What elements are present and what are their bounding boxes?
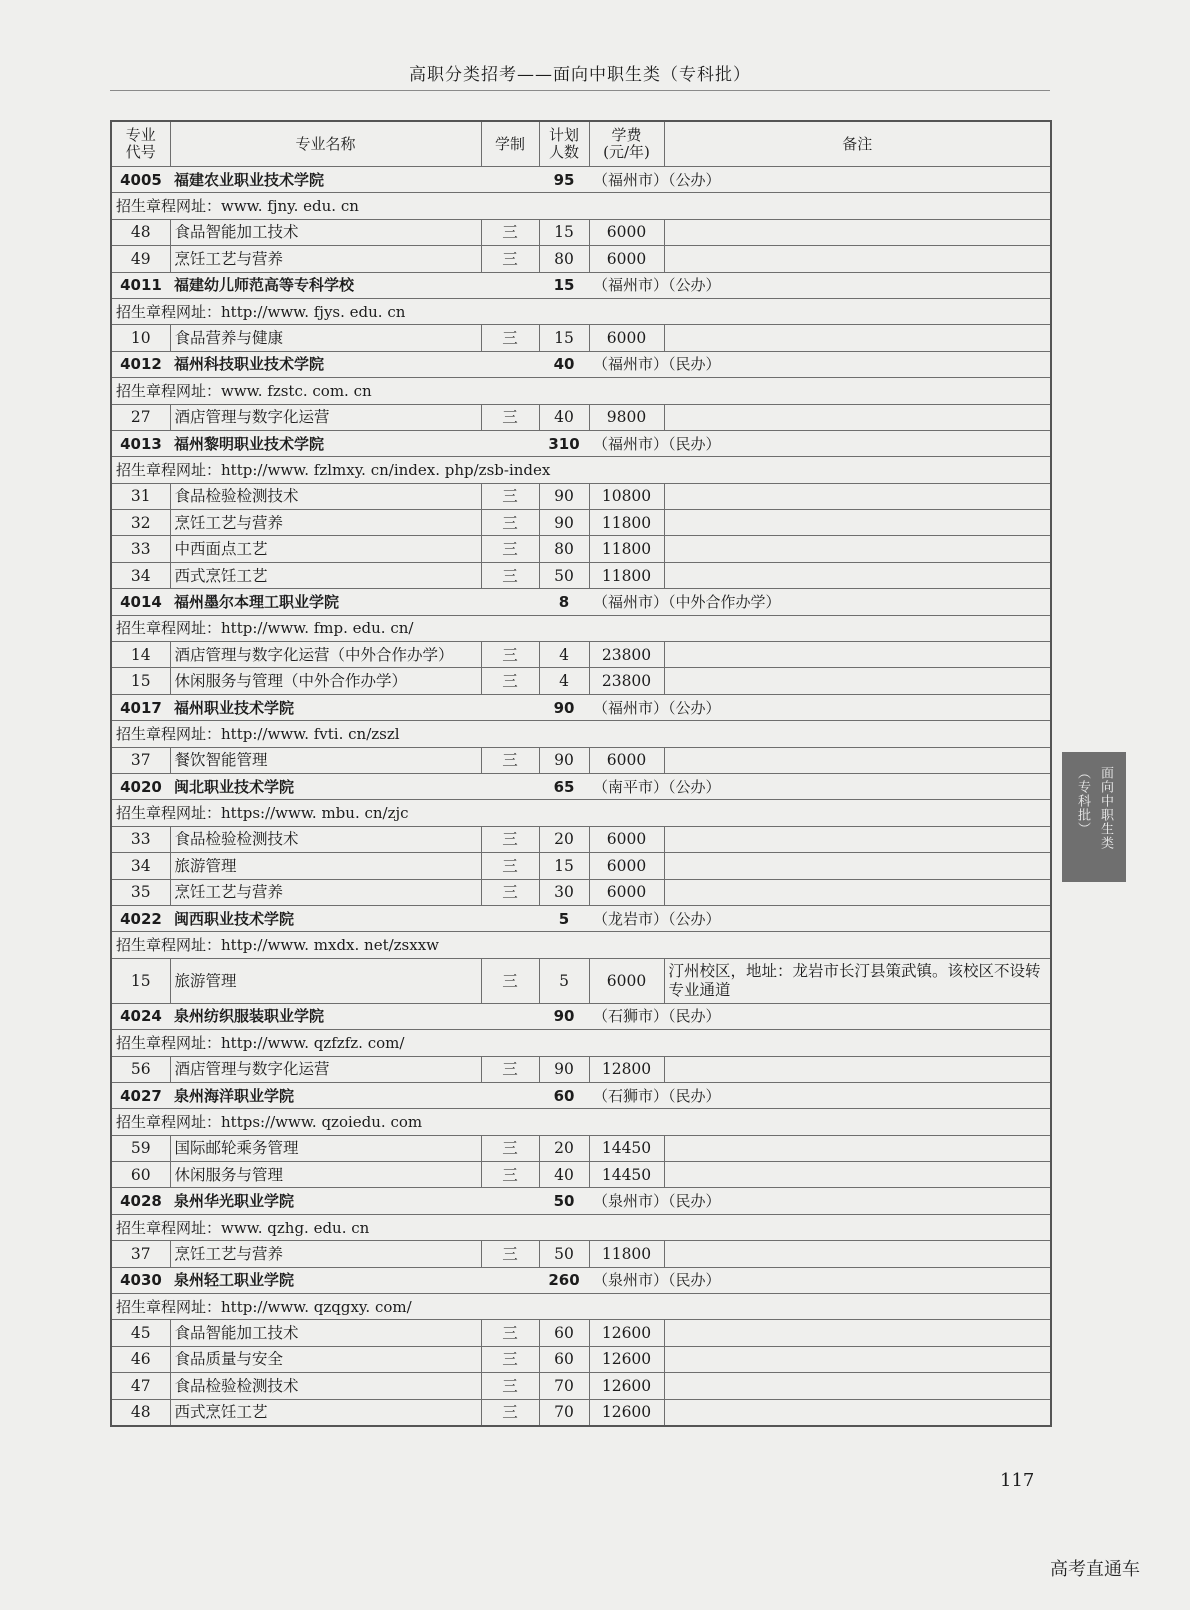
major-duration: 三 bbox=[481, 246, 539, 272]
major-fee: 11800 bbox=[589, 1241, 664, 1267]
major-name: 食品营养与健康 bbox=[170, 325, 481, 351]
institution-url-row bbox=[111, 932, 1051, 958]
table-row bbox=[111, 1373, 1051, 1399]
major-fee: 6000 bbox=[589, 246, 664, 272]
major-note bbox=[664, 853, 1051, 879]
major-fee: 6000 bbox=[589, 219, 664, 245]
institution-name: 福州职业技术学院 bbox=[170, 694, 539, 720]
major-plan: 90 bbox=[539, 483, 589, 509]
institution-name: 泉州纺织服装职业学院 bbox=[170, 1003, 539, 1029]
institution-name: 福建农业职业技术学院 bbox=[170, 167, 539, 193]
major-code: 14 bbox=[111, 642, 170, 668]
table-row bbox=[111, 483, 1051, 509]
table-row bbox=[111, 668, 1051, 694]
major-name: 西式烹饪工艺 bbox=[170, 562, 481, 588]
institution-info: （福州市）（中外合作办学） bbox=[589, 589, 1051, 615]
page-number: 117 bbox=[1000, 1470, 1035, 1491]
major-fee: 9800 bbox=[589, 404, 664, 430]
side-tab bbox=[1062, 752, 1126, 882]
header-duration: 学制 bbox=[481, 121, 539, 167]
institution-url-row bbox=[111, 615, 1051, 641]
table-row bbox=[111, 1241, 1051, 1267]
major-duration: 三 bbox=[481, 853, 539, 879]
major-name: 国际邮轮乘务管理 bbox=[170, 1135, 481, 1161]
table-row bbox=[111, 536, 1051, 562]
institution-plan: 260 bbox=[539, 1267, 589, 1293]
institution-code: 4005 bbox=[111, 167, 170, 193]
major-code: 47 bbox=[111, 1373, 170, 1399]
major-fee: 11800 bbox=[589, 510, 664, 536]
institution-url-row bbox=[111, 298, 1051, 324]
major-note bbox=[664, 668, 1051, 694]
institution-plan: 310 bbox=[539, 430, 589, 456]
institution-name: 闽西职业技术学院 bbox=[170, 905, 539, 931]
table-row bbox=[111, 246, 1051, 272]
major-duration: 三 bbox=[481, 668, 539, 694]
major-plan: 50 bbox=[539, 1241, 589, 1267]
major-name: 餐饮智能管理 bbox=[170, 747, 481, 773]
major-name: 烹饪工艺与营养 bbox=[170, 246, 481, 272]
major-name: 食品智能加工技术 bbox=[170, 1320, 481, 1346]
institution-row bbox=[111, 694, 1051, 720]
major-name: 中西面点工艺 bbox=[170, 536, 481, 562]
institution-name: 福州黎明职业技术学院 bbox=[170, 430, 539, 456]
major-name: 食品检验检测技术 bbox=[170, 483, 481, 509]
table-row bbox=[111, 562, 1051, 588]
major-plan: 5 bbox=[539, 958, 589, 1003]
major-duration: 三 bbox=[481, 483, 539, 509]
major-plan: 15 bbox=[539, 325, 589, 351]
institution-url-row bbox=[111, 1030, 1051, 1056]
major-fee: 14450 bbox=[589, 1162, 664, 1188]
major-name: 旅游管理 bbox=[170, 853, 481, 879]
major-plan: 50 bbox=[539, 562, 589, 588]
major-fee: 23800 bbox=[589, 642, 664, 668]
major-name: 酒店管理与数字化运营 bbox=[170, 404, 481, 430]
major-plan: 90 bbox=[539, 510, 589, 536]
major-duration: 三 bbox=[481, 1162, 539, 1188]
major-name: 食品检验检测技术 bbox=[170, 826, 481, 852]
institution-info: （福州市）（公办） bbox=[589, 694, 1051, 720]
major-plan: 20 bbox=[539, 826, 589, 852]
institution-url-row bbox=[111, 721, 1051, 747]
major-note bbox=[664, 879, 1051, 905]
institution-info: （福州市）（公办） bbox=[589, 272, 1051, 298]
major-name: 食品智能加工技术 bbox=[170, 219, 481, 245]
institution-info: （石狮市）（民办） bbox=[589, 1082, 1051, 1108]
major-duration: 三 bbox=[481, 404, 539, 430]
major-duration: 三 bbox=[481, 747, 539, 773]
major-duration: 三 bbox=[481, 219, 539, 245]
major-plan: 15 bbox=[539, 219, 589, 245]
header-fee: 学费 (元/年) bbox=[589, 121, 664, 167]
major-fee: 6000 bbox=[589, 826, 664, 852]
major-note bbox=[664, 219, 1051, 245]
major-plan: 60 bbox=[539, 1320, 589, 1346]
institution-plan: 90 bbox=[539, 694, 589, 720]
major-fee: 10800 bbox=[589, 483, 664, 509]
major-duration: 三 bbox=[481, 1346, 539, 1372]
institution-row bbox=[111, 167, 1051, 193]
institution-code: 4028 bbox=[111, 1188, 170, 1214]
major-plan: 20 bbox=[539, 1135, 589, 1161]
institution-name: 福州墨尔本理工职业学院 bbox=[170, 589, 539, 615]
table-row bbox=[111, 1320, 1051, 1346]
table-row bbox=[111, 958, 1051, 1003]
table-row bbox=[111, 1135, 1051, 1161]
major-plan: 70 bbox=[539, 1373, 589, 1399]
major-code: 10 bbox=[111, 325, 170, 351]
institution-info: （福州市）（民办） bbox=[589, 430, 1051, 456]
major-fee: 12600 bbox=[589, 1346, 664, 1372]
institution-plan: 60 bbox=[539, 1082, 589, 1108]
institution-plan: 65 bbox=[539, 773, 589, 799]
major-name: 烹饪工艺与营养 bbox=[170, 510, 481, 536]
institution-plan: 40 bbox=[539, 351, 589, 377]
major-note bbox=[664, 562, 1051, 588]
watermark: 高考直通车 bbox=[1050, 1559, 1140, 1580]
major-fee: 6000 bbox=[589, 879, 664, 905]
institution-row bbox=[111, 1003, 1051, 1029]
table-row bbox=[111, 642, 1051, 668]
institution-plan: 50 bbox=[539, 1188, 589, 1214]
major-plan: 15 bbox=[539, 853, 589, 879]
major-code: 46 bbox=[111, 1346, 170, 1372]
institution-code: 4030 bbox=[111, 1267, 170, 1293]
institution-plan: 95 bbox=[539, 167, 589, 193]
institution-info: （福州市）（民办） bbox=[589, 351, 1051, 377]
major-plan: 30 bbox=[539, 879, 589, 905]
major-code: 37 bbox=[111, 747, 170, 773]
major-code: 32 bbox=[111, 510, 170, 536]
institution-row bbox=[111, 773, 1051, 799]
institution-url: 招生章程网址：http://www. fzlmxy. cn/index. php/zsb-index bbox=[111, 457, 1051, 483]
institution-code: 4027 bbox=[111, 1082, 170, 1108]
major-note bbox=[664, 325, 1051, 351]
major-fee: 11800 bbox=[589, 562, 664, 588]
institution-name: 福建幼儿师范高等专科学校 bbox=[170, 272, 539, 298]
table-row bbox=[111, 1346, 1051, 1372]
major-note bbox=[664, 1320, 1051, 1346]
major-code: 33 bbox=[111, 536, 170, 562]
table-row bbox=[111, 1056, 1051, 1082]
institution-plan: 90 bbox=[539, 1003, 589, 1029]
major-fee: 12800 bbox=[589, 1056, 664, 1082]
major-note bbox=[664, 1162, 1051, 1188]
major-code: 48 bbox=[111, 1399, 170, 1426]
institution-row bbox=[111, 905, 1051, 931]
institution-url: 招生章程网址：www. fzstc. com. cn bbox=[111, 378, 1051, 404]
table-header-row bbox=[111, 121, 1051, 167]
institution-row bbox=[111, 1188, 1051, 1214]
institution-url-row bbox=[111, 1109, 1051, 1135]
major-code: 60 bbox=[111, 1162, 170, 1188]
major-name: 休闲服务与管理 bbox=[170, 1162, 481, 1188]
institution-row bbox=[111, 1267, 1051, 1293]
major-plan: 90 bbox=[539, 1056, 589, 1082]
major-note bbox=[664, 483, 1051, 509]
institution-info: （泉州市）（民办） bbox=[589, 1267, 1051, 1293]
institution-url-row bbox=[111, 1214, 1051, 1240]
major-name: 西式烹饪工艺 bbox=[170, 1399, 481, 1426]
institution-name: 泉州轻工职业学院 bbox=[170, 1267, 539, 1293]
institution-row bbox=[111, 430, 1051, 456]
major-duration: 三 bbox=[481, 325, 539, 351]
major-note bbox=[664, 1056, 1051, 1082]
institution-code: 4022 bbox=[111, 905, 170, 931]
major-duration: 三 bbox=[481, 536, 539, 562]
table-row bbox=[111, 510, 1051, 536]
institution-plan: 5 bbox=[539, 905, 589, 931]
institution-code: 4013 bbox=[111, 430, 170, 456]
major-name: 食品质量与安全 bbox=[170, 1346, 481, 1372]
table-row bbox=[111, 879, 1051, 905]
major-plan: 4 bbox=[539, 668, 589, 694]
major-fee: 12600 bbox=[589, 1373, 664, 1399]
page-header: 高职分类招考——面向中职生类（专科批） bbox=[110, 62, 1050, 91]
major-fee: 14450 bbox=[589, 1135, 664, 1161]
institution-url-row bbox=[111, 1294, 1051, 1320]
major-plan: 80 bbox=[539, 536, 589, 562]
institution-row bbox=[111, 1082, 1051, 1108]
major-plan: 90 bbox=[539, 747, 589, 773]
institution-url: 招生章程网址：www. qzhg. edu. cn bbox=[111, 1214, 1051, 1240]
institution-url: 招生章程网址：https://www. mbu. cn/zjc bbox=[111, 800, 1051, 826]
major-fee: 6000 bbox=[589, 958, 664, 1003]
major-fee: 6000 bbox=[589, 747, 664, 773]
institution-plan: 8 bbox=[539, 589, 589, 615]
institution-url: 招生章程网址：http://www. fvti. cn/zszl bbox=[111, 721, 1051, 747]
major-note bbox=[664, 1399, 1051, 1426]
table-row bbox=[111, 404, 1051, 430]
major-code: 31 bbox=[111, 483, 170, 509]
major-fee: 6000 bbox=[589, 325, 664, 351]
major-duration: 三 bbox=[481, 1241, 539, 1267]
major-duration: 三 bbox=[481, 510, 539, 536]
major-code: 15 bbox=[111, 958, 170, 1003]
table-body bbox=[111, 167, 1051, 1426]
major-note bbox=[664, 826, 1051, 852]
institution-code: 4020 bbox=[111, 773, 170, 799]
header-code: 专业 代号 bbox=[111, 121, 170, 167]
side-tab-line1: 面向中职生类 bbox=[1098, 766, 1113, 850]
major-note bbox=[664, 536, 1051, 562]
major-note bbox=[664, 642, 1051, 668]
institution-row bbox=[111, 272, 1051, 298]
institution-info: （龙岩市）（公办） bbox=[589, 905, 1051, 931]
major-note bbox=[664, 404, 1051, 430]
table-row bbox=[111, 747, 1051, 773]
major-fee: 12600 bbox=[589, 1320, 664, 1346]
admissions-table bbox=[110, 120, 1052, 1427]
major-code: 33 bbox=[111, 826, 170, 852]
table-row bbox=[111, 219, 1051, 245]
institution-code: 4014 bbox=[111, 589, 170, 615]
major-code: 15 bbox=[111, 668, 170, 694]
table-row bbox=[111, 826, 1051, 852]
institution-info: （石狮市）（民办） bbox=[589, 1003, 1051, 1029]
major-code: 27 bbox=[111, 404, 170, 430]
institution-row bbox=[111, 351, 1051, 377]
major-duration: 三 bbox=[481, 1399, 539, 1426]
institution-url: 招生章程网址：https://www. qzoiedu. com bbox=[111, 1109, 1051, 1135]
major-plan: 60 bbox=[539, 1346, 589, 1372]
side-tab-line2: （专科批） bbox=[1075, 766, 1090, 836]
table-row bbox=[111, 853, 1051, 879]
header-plan: 计划 人数 bbox=[539, 121, 589, 167]
major-plan: 80 bbox=[539, 246, 589, 272]
major-duration: 三 bbox=[481, 958, 539, 1003]
major-code: 56 bbox=[111, 1056, 170, 1082]
table-row bbox=[111, 1399, 1051, 1426]
institution-plan: 15 bbox=[539, 272, 589, 298]
major-code: 48 bbox=[111, 219, 170, 245]
table-row bbox=[111, 1162, 1051, 1188]
institution-url: 招生章程网址：http://www. qzqgxy. com/ bbox=[111, 1294, 1051, 1320]
major-duration: 三 bbox=[481, 1135, 539, 1161]
institution-code: 4012 bbox=[111, 351, 170, 377]
institution-url: 招生章程网址：http://www. fmp. edu. cn/ bbox=[111, 615, 1051, 641]
major-note bbox=[664, 1241, 1051, 1267]
major-code: 45 bbox=[111, 1320, 170, 1346]
institution-name: 福州科技职业技术学院 bbox=[170, 351, 539, 377]
major-code: 34 bbox=[111, 853, 170, 879]
institution-row bbox=[111, 589, 1051, 615]
institution-url: 招生章程网址：http://www. mxdx. net/zsxxw bbox=[111, 932, 1051, 958]
institution-code: 4017 bbox=[111, 694, 170, 720]
major-name: 烹饪工艺与营养 bbox=[170, 1241, 481, 1267]
major-code: 34 bbox=[111, 562, 170, 588]
major-name: 休闲服务与管理（中外合作办学） bbox=[170, 668, 481, 694]
institution-name: 泉州华光职业学院 bbox=[170, 1188, 539, 1214]
major-note: 汀州校区，地址：龙岩市长汀县策武镇。该校区不设转专业通道 bbox=[664, 958, 1051, 1003]
header-note: 备注 bbox=[664, 121, 1051, 167]
institution-name: 闽北职业技术学院 bbox=[170, 773, 539, 799]
major-fee: 11800 bbox=[589, 536, 664, 562]
major-plan: 4 bbox=[539, 642, 589, 668]
institution-name: 泉州海洋职业学院 bbox=[170, 1082, 539, 1108]
institution-code: 4024 bbox=[111, 1003, 170, 1029]
institution-url: 招生章程网址：http://www. qzfzfz. com/ bbox=[111, 1030, 1051, 1056]
institution-url-row bbox=[111, 193, 1051, 219]
major-name: 烹饪工艺与营养 bbox=[170, 879, 481, 905]
institution-url-row bbox=[111, 800, 1051, 826]
major-duration: 三 bbox=[481, 1373, 539, 1399]
major-duration: 三 bbox=[481, 562, 539, 588]
major-note bbox=[664, 1135, 1051, 1161]
institution-url-row bbox=[111, 457, 1051, 483]
major-note bbox=[664, 747, 1051, 773]
major-name: 酒店管理与数字化运营（中外合作办学） bbox=[170, 642, 481, 668]
major-code: 37 bbox=[111, 1241, 170, 1267]
header-name: 专业名称 bbox=[170, 121, 481, 167]
major-name: 食品检验检测技术 bbox=[170, 1373, 481, 1399]
major-plan: 70 bbox=[539, 1399, 589, 1426]
major-code: 49 bbox=[111, 246, 170, 272]
table-row bbox=[111, 325, 1051, 351]
major-duration: 三 bbox=[481, 826, 539, 852]
major-code: 59 bbox=[111, 1135, 170, 1161]
major-duration: 三 bbox=[481, 1320, 539, 1346]
major-fee: 23800 bbox=[589, 668, 664, 694]
major-duration: 三 bbox=[481, 642, 539, 668]
institution-url-row bbox=[111, 378, 1051, 404]
institution-info: （福州市）（公办） bbox=[589, 167, 1051, 193]
major-fee: 6000 bbox=[589, 853, 664, 879]
major-name: 旅游管理 bbox=[170, 958, 481, 1003]
institution-info: （南平市）（公办） bbox=[589, 773, 1051, 799]
major-note bbox=[664, 510, 1051, 536]
major-fee: 12600 bbox=[589, 1399, 664, 1426]
major-note bbox=[664, 1346, 1051, 1372]
major-name: 酒店管理与数字化运营 bbox=[170, 1056, 481, 1082]
major-plan: 40 bbox=[539, 1162, 589, 1188]
institution-url: 招生章程网址：www. fjny. edu. cn bbox=[111, 193, 1051, 219]
major-code: 35 bbox=[111, 879, 170, 905]
major-duration: 三 bbox=[481, 1056, 539, 1082]
major-plan: 40 bbox=[539, 404, 589, 430]
major-note bbox=[664, 1373, 1051, 1399]
major-duration: 三 bbox=[481, 879, 539, 905]
institution-code: 4011 bbox=[111, 272, 170, 298]
institution-info: （泉州市）（民办） bbox=[589, 1188, 1051, 1214]
institution-url: 招生章程网址：http://www. fjys. edu. cn bbox=[111, 298, 1051, 324]
major-note bbox=[664, 246, 1051, 272]
